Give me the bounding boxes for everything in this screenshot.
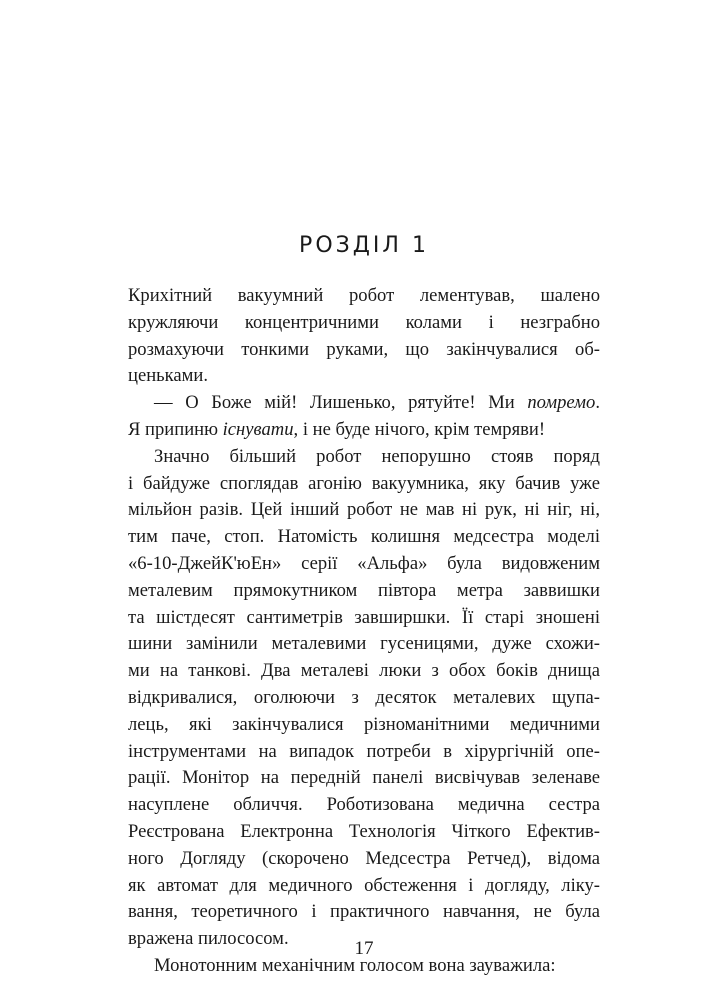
text-line: та шістдесят сантиметрів завширшки. Її старі зношені bbox=[128, 606, 600, 628]
text-line: Я припиню існувати, і не буде нічого, крім темряви! bbox=[128, 418, 546, 440]
text-line: лець, які закінчувалися різноманітними медичними bbox=[128, 713, 600, 735]
text-line: мільйон разів. Цей інший робот не мав ні рук, ні ніг, ні, bbox=[128, 499, 600, 521]
text-line: відкривалися, оголюючи з десяток металевих щупа- bbox=[128, 686, 600, 708]
text-line: Значно більший робот непорушно стояв поряд bbox=[154, 445, 600, 467]
text-line: насуплене обличчя. Роботизована медична сестра bbox=[128, 794, 600, 816]
text-line: вання, теоретичного і практичного навчання, не була bbox=[128, 901, 600, 923]
text-line: інструментами на випадок потреби в хірургічній опе- bbox=[128, 740, 600, 762]
text-line: і байдуже споглядав агонію вакуумника, яку бачив уже bbox=[128, 472, 600, 494]
body-text bbox=[128, 283, 600, 980]
text-line: Крихітний вакуумний робот лементував, шалено bbox=[128, 285, 600, 306]
text-line: Реєстрована Електронна Технологія Чіткого Ефектив- bbox=[128, 820, 600, 842]
text-line: тим паче, стоп. Натомість колишня медсестра моделі bbox=[128, 526, 600, 548]
text-line: ного Догляду (скорочено Медсестра Ретчед), відома bbox=[128, 847, 600, 869]
chapter-title: РОЗДІЛ 1 bbox=[299, 233, 429, 258]
text-line: — О Боже мій! Лишенько, рятуйте! Ми помремо. bbox=[154, 392, 600, 414]
text-line: Монотонним механічним голосом вона зауважила: bbox=[154, 954, 556, 976]
text-line: шини замінили металевими гусеницями, дуже схожи- bbox=[128, 633, 600, 655]
text-line: як автомат для медичного обстеження і догляду, ліку- bbox=[128, 874, 600, 896]
text-line: розмахуючи тонкими руками, що закінчувалися об- bbox=[128, 338, 600, 360]
text-line: «6-10-ДжейК'юЕн» серії «Альфа» була видовженим bbox=[128, 552, 600, 574]
text-line: металевим прямокутником півтора метра заввишки bbox=[128, 579, 600, 601]
text-line: кружляючи концентричними колами і незграбно bbox=[128, 311, 600, 333]
text-line: ми на танкові. Два металеві люки з обох боків днища bbox=[128, 660, 600, 682]
text-line: вражена пилососом. bbox=[128, 928, 289, 950]
text-line: ценьками. bbox=[128, 365, 209, 387]
page-number: 17 bbox=[354, 938, 374, 959]
text-line: рації. Монітор на передній панелі висвічував зеленаве bbox=[128, 767, 600, 789]
